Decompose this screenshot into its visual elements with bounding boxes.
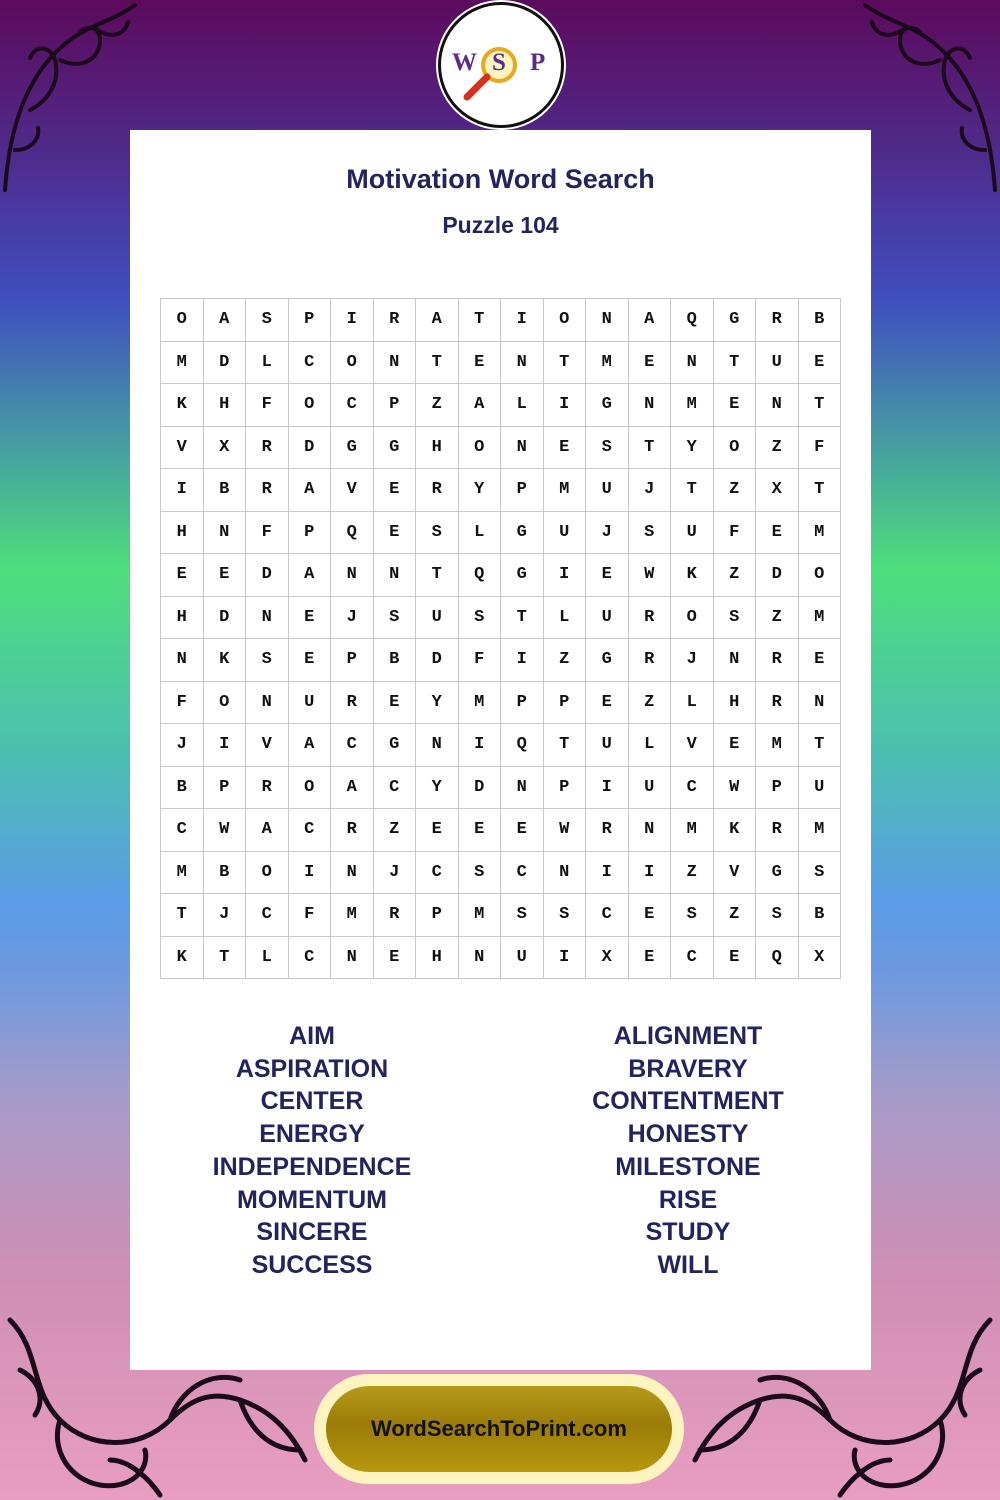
grid-cell[interactable]: P	[204, 767, 247, 810]
grid-cell[interactable]: E	[714, 937, 757, 980]
grid-cell[interactable]: K	[204, 639, 247, 682]
grid-cell[interactable]: R	[756, 809, 799, 852]
grid-cell[interactable]: W	[714, 767, 757, 810]
grid-cell[interactable]: N	[416, 724, 459, 767]
word-item: SINCERE	[256, 1218, 368, 1247]
grid-cell[interactable]: E	[204, 554, 247, 597]
grid-cell[interactable]: B	[799, 894, 842, 937]
grid-cell[interactable]: S	[799, 852, 842, 895]
grid-cell[interactable]: R	[756, 639, 799, 682]
top-left-ornament	[0, 0, 140, 200]
grid-cell[interactable]: J	[629, 469, 672, 512]
grid-cell[interactable]: Y	[459, 469, 502, 512]
grid-cell[interactable]: H	[416, 937, 459, 980]
grid-cell[interactable]: C	[416, 852, 459, 895]
grid-cell[interactable]: I	[501, 639, 544, 682]
grid-cell[interactable]: I	[501, 299, 544, 342]
grid-cell[interactable]: U	[544, 512, 587, 555]
grid-cell[interactable]: O	[246, 852, 289, 895]
grid-cell[interactable]: X	[799, 937, 842, 980]
grid-cell[interactable]: E	[629, 937, 672, 980]
grid-cell[interactable]: K	[714, 809, 757, 852]
grid-cell[interactable]: E	[799, 639, 842, 682]
grid-cell[interactable]: Z	[756, 427, 799, 470]
grid-cell[interactable]: O	[289, 767, 332, 810]
grid-cell[interactable]: X	[204, 427, 247, 470]
word-item: AIM	[289, 1022, 335, 1050]
grid-cell[interactable]: U	[289, 682, 332, 725]
grid-cell[interactable]: R	[246, 427, 289, 470]
grid-cell[interactable]: T	[671, 469, 714, 512]
grid-cell[interactable]: I	[544, 554, 587, 597]
grid-cell[interactable]: T	[799, 384, 842, 427]
grid-cell[interactable]: R	[374, 894, 417, 937]
grid-cell[interactable]: C	[161, 809, 204, 852]
grid-cell[interactable]: R	[374, 299, 417, 342]
grid-cell[interactable]: F	[246, 512, 289, 555]
grid-cell[interactable]: N	[501, 767, 544, 810]
site-logo[interactable]	[438, 2, 564, 128]
grid-cell[interactable]: M	[586, 342, 629, 385]
grid-cell[interactable]: Y	[671, 427, 714, 470]
grid-cell[interactable]: M	[799, 597, 842, 640]
grid-cell[interactable]: M	[799, 809, 842, 852]
grid-cell[interactable]: L	[459, 512, 502, 555]
grid-cell[interactable]: E	[289, 639, 332, 682]
grid-cell[interactable]: E	[459, 809, 502, 852]
grid-cell[interactable]: A	[289, 469, 332, 512]
grid-cell[interactable]: F	[459, 639, 502, 682]
grid-cell[interactable]: P	[544, 682, 587, 725]
grid-cell[interactable]: N	[714, 639, 757, 682]
grid-cell[interactable]: L	[671, 682, 714, 725]
grid-cell[interactable]: M	[671, 809, 714, 852]
grid-cell[interactable]: S	[246, 299, 289, 342]
grid-cell[interactable]: E	[374, 937, 417, 980]
grid-cell[interactable]: G	[586, 384, 629, 427]
grid-cell[interactable]: S	[246, 639, 289, 682]
grid-cell[interactable]: V	[714, 852, 757, 895]
grid-cell[interactable]: S	[629, 512, 672, 555]
grid-cell[interactable]: T	[544, 724, 587, 767]
grid-cell[interactable]: E	[799, 342, 842, 385]
grid-cell[interactable]: E	[374, 469, 417, 512]
grid-cell[interactable]: Q	[331, 512, 374, 555]
top-right-ornament	[860, 0, 1000, 200]
grid-cell[interactable]: O	[289, 384, 332, 427]
grid-cell[interactable]: M	[331, 894, 374, 937]
grid-cell[interactable]: T	[799, 469, 842, 512]
grid-cell[interactable]: Y	[416, 682, 459, 725]
grid-cell[interactable]: M	[756, 724, 799, 767]
grid-cell[interactable]: B	[204, 852, 247, 895]
grid-cell[interactable]: U	[586, 597, 629, 640]
grid-cell[interactable]: S	[671, 894, 714, 937]
grid-cell[interactable]: O	[459, 427, 502, 470]
grid-cell[interactable]: E	[586, 554, 629, 597]
grid-cell[interactable]: S	[544, 894, 587, 937]
grid-cell[interactable]: T	[204, 937, 247, 980]
grid-cell[interactable]: M	[459, 894, 502, 937]
grid-cell[interactable]: C	[586, 894, 629, 937]
grid-cell[interactable]: I	[586, 852, 629, 895]
word-item: ALIGNMENT	[613, 1022, 763, 1050]
letter-grid[interactable]	[160, 298, 841, 979]
grid-cell[interactable]: G	[331, 427, 374, 470]
site-banner-button[interactable]	[326, 1386, 672, 1472]
grid-cell[interactable]: Z	[671, 852, 714, 895]
grid-cell[interactable]: N	[374, 554, 417, 597]
grid-cell[interactable]: M	[161, 342, 204, 385]
grid-cell[interactable]: Z	[756, 597, 799, 640]
grid-cell[interactable]: O	[544, 299, 587, 342]
grid-cell[interactable]: C	[289, 342, 332, 385]
grid-cell[interactable]: V	[671, 724, 714, 767]
grid-cell[interactable]: U	[586, 724, 629, 767]
grid-cell[interactable]: R	[629, 639, 672, 682]
grid-cell[interactable]: G	[374, 427, 417, 470]
grid-cell[interactable]: T	[416, 342, 459, 385]
grid-cell[interactable]: X	[756, 469, 799, 512]
grid-cell[interactable]: D	[289, 427, 332, 470]
grid-cell[interactable]: E	[501, 809, 544, 852]
grid-cell[interactable]: F	[714, 512, 757, 555]
site-banner[interactable]	[314, 1374, 684, 1484]
grid-cell[interactable]: W	[544, 809, 587, 852]
word-item: ASPIRATION	[235, 1054, 389, 1083]
grid-cell[interactable]: C	[671, 767, 714, 810]
grid-cell[interactable]: R	[331, 809, 374, 852]
grid-cell[interactable]: S	[459, 852, 502, 895]
grid-cell[interactable]: U	[799, 767, 842, 810]
grid-cell[interactable]: N	[756, 384, 799, 427]
grid-cell[interactable]: W	[629, 554, 672, 597]
grid-cell[interactable]: P	[544, 767, 587, 810]
grid-cell[interactable]: N	[246, 597, 289, 640]
grid-cell[interactable]: N	[544, 852, 587, 895]
grid-cell[interactable]: E	[161, 554, 204, 597]
grid-cell[interactable]: N	[501, 427, 544, 470]
grid-cell[interactable]: O	[714, 427, 757, 470]
grid-cell[interactable]: K	[161, 384, 204, 427]
grid-cell[interactable]: A	[289, 554, 332, 597]
magnifier-icon	[459, 45, 519, 105]
grid-cell[interactable]: E	[714, 724, 757, 767]
grid-cell[interactable]: I	[161, 469, 204, 512]
grid-cell[interactable]: Q	[756, 937, 799, 980]
grid-cell[interactable]: U	[671, 512, 714, 555]
grid-cell[interactable]: H	[161, 512, 204, 555]
grid-cell[interactable]: G	[586, 639, 629, 682]
grid-cell[interactable]: L	[629, 724, 672, 767]
logo-letter-s: S	[492, 49, 506, 76]
word-item: ENERGY	[259, 1120, 365, 1149]
grid-cell[interactable]: R	[756, 682, 799, 725]
grid-cell[interactable]: A	[416, 299, 459, 342]
grid-cell[interactable]: A	[459, 384, 502, 427]
grid-cell[interactable]: N	[671, 342, 714, 385]
grid-cell[interactable]: C	[671, 937, 714, 980]
grid-cell[interactable]: J	[204, 894, 247, 937]
grid-cell[interactable]: M	[459, 682, 502, 725]
grid-cell[interactable]: Q	[459, 554, 502, 597]
grid-cell[interactable]: Z	[374, 809, 417, 852]
grid-cell[interactable]: I	[586, 767, 629, 810]
grid-cell[interactable]: I	[459, 724, 502, 767]
grid-cell[interactable]: O	[331, 342, 374, 385]
grid-cell[interactable]: S	[459, 597, 502, 640]
grid-cell[interactable]: D	[246, 554, 289, 597]
site-url: WordSearchToPrint.com	[371, 1416, 627, 1441]
logo-letter-w: W	[452, 49, 477, 76]
grid-cell[interactable]: Y	[416, 767, 459, 810]
word-item: STUDY	[645, 1218, 731, 1247]
grid-cell[interactable]: R	[246, 469, 289, 512]
grid-cell[interactable]: E	[289, 597, 332, 640]
word-item: BRAVERY	[628, 1054, 748, 1083]
grid-cell[interactable]: N	[799, 682, 842, 725]
grid-cell[interactable]: O	[671, 597, 714, 640]
grid-cell[interactable]: D	[756, 554, 799, 597]
grid-cell[interactable]: T	[544, 342, 587, 385]
word-item: RISE	[658, 1185, 718, 1214]
grid-cell[interactable]: V	[246, 724, 289, 767]
grid-cell[interactable]: V	[161, 427, 204, 470]
puzzle-sheet	[130, 130, 871, 1370]
grid-cell[interactable]: S	[416, 512, 459, 555]
grid-cell[interactable]: P	[374, 384, 417, 427]
grid-cell[interactable]: U	[629, 767, 672, 810]
grid-cell[interactable]: P	[289, 299, 332, 342]
grid-cell[interactable]: L	[246, 342, 289, 385]
puzzle-title: Motivation Word Search	[346, 164, 655, 194]
grid-cell[interactable]: Z	[416, 384, 459, 427]
grid-cell[interactable]: P	[756, 767, 799, 810]
grid-cell[interactable]: J	[671, 639, 714, 682]
grid-cell[interactable]: L	[544, 597, 587, 640]
word-list-right	[538, 1020, 838, 1282]
grid-cell[interactable]: B	[374, 639, 417, 682]
grid-cell[interactable]: M	[161, 852, 204, 895]
grid-cell[interactable]: E	[714, 384, 757, 427]
grid-cell[interactable]: M	[799, 512, 842, 555]
grid-cell[interactable]: Q	[671, 299, 714, 342]
grid-cell[interactable]: T	[714, 342, 757, 385]
puzzle-number: Puzzle 104	[442, 212, 559, 238]
grid-cell[interactable]: V	[331, 469, 374, 512]
grid-cell[interactable]: E	[416, 809, 459, 852]
grid-cell[interactable]: K	[671, 554, 714, 597]
grid-cell[interactable]: B	[161, 767, 204, 810]
grid-cell[interactable]: U	[586, 469, 629, 512]
grid-cell[interactable]: R	[629, 597, 672, 640]
grid-cell[interactable]: R	[331, 682, 374, 725]
grid-cell[interactable]: S	[586, 427, 629, 470]
grid-cell[interactable]: S	[756, 894, 799, 937]
grid-cell[interactable]: P	[289, 512, 332, 555]
grid-cell[interactable]: N	[374, 342, 417, 385]
grid-cell[interactable]: A	[331, 767, 374, 810]
word-item: MILESTONE	[615, 1152, 761, 1181]
grid-cell[interactable]: I	[289, 852, 332, 895]
grid-cell[interactable]: S	[374, 597, 417, 640]
grid-cell[interactable]: Z	[714, 894, 757, 937]
grid-cell[interactable]: T	[799, 724, 842, 767]
grid-cell[interactable]: C	[331, 384, 374, 427]
grid-cell[interactable]: U	[756, 342, 799, 385]
grid-cell[interactable]: B	[799, 299, 842, 342]
grid-cell[interactable]: O	[161, 299, 204, 342]
grid-cell[interactable]: C	[501, 852, 544, 895]
grid-cell[interactable]: E	[459, 342, 502, 385]
grid-cell[interactable]: M	[671, 384, 714, 427]
grid-cell[interactable]: N	[331, 852, 374, 895]
grid-cell[interactable]: S	[714, 597, 757, 640]
grid-cell[interactable]: X	[586, 937, 629, 980]
grid-cell[interactable]: E	[756, 512, 799, 555]
grid-cell[interactable]: J	[586, 512, 629, 555]
grid-cell[interactable]: F	[246, 384, 289, 427]
grid-cell[interactable]: N	[161, 639, 204, 682]
grid-cell[interactable]: N	[204, 512, 247, 555]
grid-cell[interactable]: I	[629, 852, 672, 895]
grid-cell[interactable]: U	[501, 937, 544, 980]
grid-cell[interactable]: P	[501, 469, 544, 512]
grid-cell[interactable]: F	[161, 682, 204, 725]
grid-cell[interactable]: A	[289, 724, 332, 767]
grid-cell[interactable]: Z	[714, 554, 757, 597]
grid-cell[interactable]: G	[501, 512, 544, 555]
grid-cell[interactable]: O	[799, 554, 842, 597]
grid-cell[interactable]: G	[374, 724, 417, 767]
word-item: HONESTY	[627, 1120, 749, 1149]
grid-cell[interactable]: D	[204, 597, 247, 640]
grid-cell[interactable]: J	[374, 852, 417, 895]
word-item: MOMENTUM	[237, 1185, 387, 1214]
word-item: SUCCESS	[251, 1250, 373, 1279]
grid-cell[interactable]: E	[586, 682, 629, 725]
grid-cell[interactable]: P	[501, 682, 544, 725]
grid-cell[interactable]: Z	[544, 639, 587, 682]
grid-cell[interactable]: K	[161, 937, 204, 980]
grid-cell[interactable]: C	[246, 894, 289, 937]
grid-cell[interactable]: F	[289, 894, 332, 937]
grid-cell[interactable]: H	[416, 427, 459, 470]
grid-cell[interactable]: N	[586, 299, 629, 342]
grid-cell[interactable]: D	[459, 767, 502, 810]
grid-cell[interactable]: N	[459, 937, 502, 980]
grid-cell[interactable]: N	[246, 682, 289, 725]
grid-cell[interactable]: T	[501, 597, 544, 640]
grid-cell[interactable]: M	[544, 469, 587, 512]
grid-cell[interactable]: I	[331, 299, 374, 342]
grid-cell[interactable]: C	[289, 937, 332, 980]
grid-cell[interactable]: N	[331, 937, 374, 980]
grid-cell[interactable]: E	[374, 682, 417, 725]
grid-cell[interactable]: N	[629, 384, 672, 427]
grid-cell[interactable]: T	[416, 554, 459, 597]
grid-cell[interactable]: U	[416, 597, 459, 640]
grid-cell[interactable]: R	[416, 469, 459, 512]
grid-cell[interactable]: W	[204, 809, 247, 852]
grid-cell[interactable]: H	[714, 682, 757, 725]
grid-cell[interactable]: L	[501, 384, 544, 427]
grid-cell[interactable]: E	[629, 342, 672, 385]
grid-cell[interactable]: C	[331, 724, 374, 767]
grid-cell[interactable]: Q	[501, 724, 544, 767]
grid-cell[interactable]: N	[331, 554, 374, 597]
grid-cell[interactable]: I	[544, 384, 587, 427]
grid-cell[interactable]: G	[756, 852, 799, 895]
word-item: INDEPENDENCE	[212, 1152, 412, 1181]
grid-cell[interactable]: R	[756, 299, 799, 342]
logo-letter-p: P	[530, 49, 546, 76]
grid-cell[interactable]: C	[289, 809, 332, 852]
grid-cell[interactable]: R	[586, 809, 629, 852]
grid-cell[interactable]: Z	[629, 682, 672, 725]
grid-cell[interactable]: P	[331, 639, 374, 682]
grid-cell[interactable]: I	[204, 724, 247, 767]
grid-cell[interactable]: E	[374, 512, 417, 555]
grid-cell[interactable]: P	[416, 894, 459, 937]
grid-cell[interactable]: J	[161, 724, 204, 767]
word-list-left	[162, 1020, 462, 1282]
grid-cell[interactable]: G	[714, 299, 757, 342]
grid-cell[interactable]: G	[501, 554, 544, 597]
grid-cell[interactable]: H	[161, 597, 204, 640]
grid-cell[interactable]: F	[799, 427, 842, 470]
grid-cell[interactable]: H	[204, 384, 247, 427]
grid-cell[interactable]: D	[204, 342, 247, 385]
grid-cell[interactable]: A	[204, 299, 247, 342]
grid-cell[interactable]: I	[544, 937, 587, 980]
grid-cell[interactable]: Z	[714, 469, 757, 512]
grid-cell[interactable]: T	[629, 427, 672, 470]
grid-cell[interactable]: T	[459, 299, 502, 342]
grid-cell[interactable]: C	[374, 767, 417, 810]
grid-cell[interactable]: E	[629, 894, 672, 937]
grid-cell[interactable]: B	[204, 469, 247, 512]
grid-cell[interactable]: J	[331, 597, 374, 640]
grid-cell[interactable]: E	[544, 427, 587, 470]
grid-cell[interactable]: S	[501, 894, 544, 937]
grid-cell[interactable]: A	[246, 809, 289, 852]
grid-cell[interactable]: T	[161, 894, 204, 937]
word-item: WILL	[657, 1250, 719, 1279]
grid-cell[interactable]: A	[629, 299, 672, 342]
word-item: CENTER	[260, 1087, 364, 1116]
grid-cell[interactable]: N	[501, 342, 544, 385]
word-item: CONTENTMENT	[592, 1087, 784, 1116]
grid-cell[interactable]: N	[629, 809, 672, 852]
grid-cell[interactable]: L	[246, 937, 289, 980]
grid-cell[interactable]: D	[416, 639, 459, 682]
grid-cell[interactable]: R	[246, 767, 289, 810]
grid-cell[interactable]: O	[204, 682, 247, 725]
